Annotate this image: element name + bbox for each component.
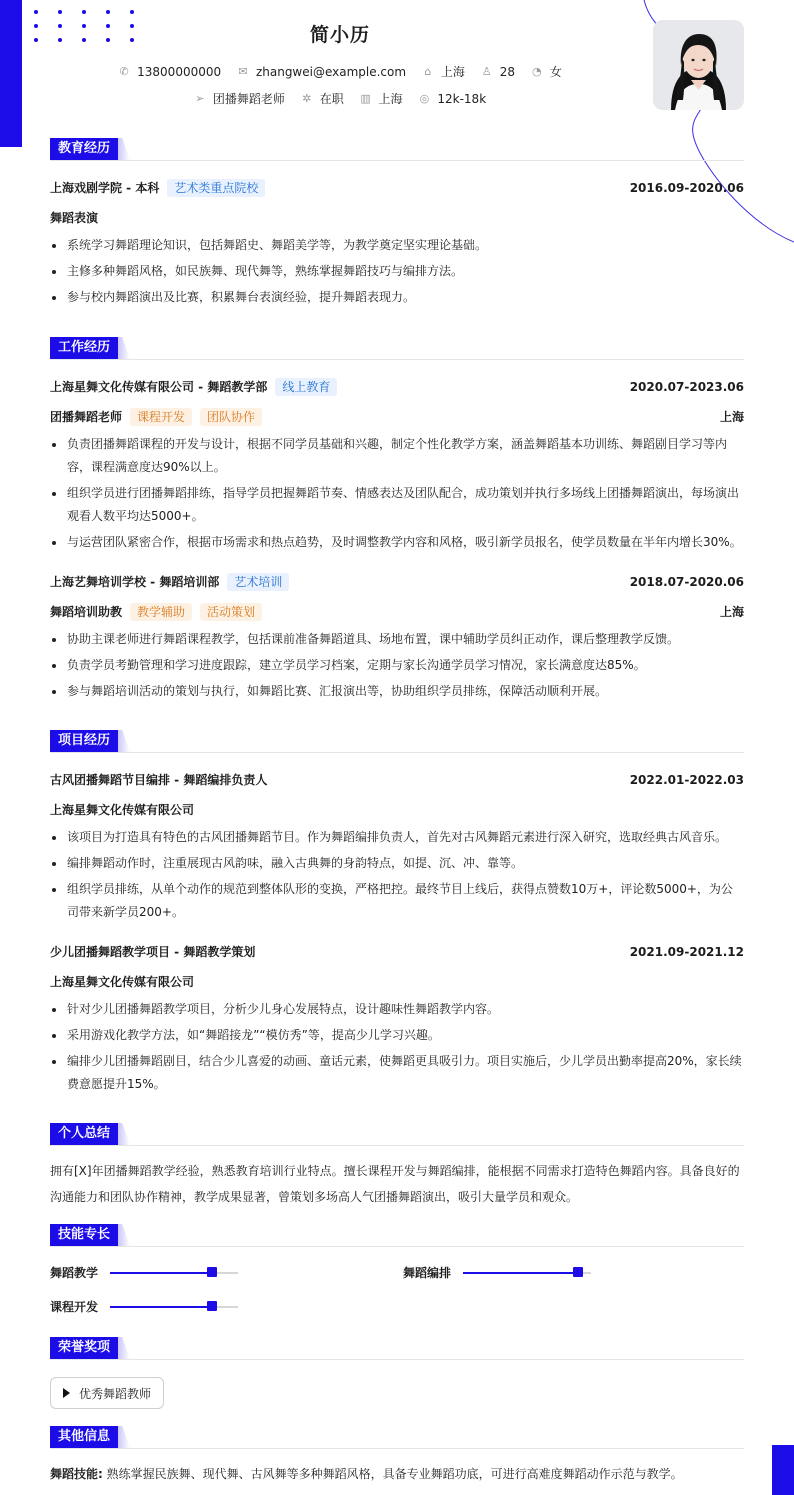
gender-text: 女 <box>549 65 562 79</box>
skill-level-bar <box>463 1272 591 1274</box>
major-name: 舞蹈表演 <box>50 211 99 225</box>
gender-info <box>531 63 562 80</box>
right-accent-bar <box>772 1445 794 1495</box>
company-tag: 线上教育 <box>275 378 337 396</box>
school-tag: 艺术类重点院校 <box>167 179 265 197</box>
other-section <box>50 1426 744 1487</box>
skill-item <box>403 1264 591 1281</box>
email-info <box>237 65 406 79</box>
salary-icon: ◎ <box>419 92 430 105</box>
job-bullets <box>50 433 744 554</box>
age-icon: ♙ <box>481 65 492 78</box>
list-item: 系统学习舞蹈理论知识，包括舞蹈史、舞蹈美学等，为教学奠定坚实理论基础。 <box>50 234 744 257</box>
work-section <box>50 337 744 703</box>
gender-icon: ◔ <box>532 65 542 78</box>
other-label: 舞蹈技能: <box>50 1467 103 1481</box>
send-icon: ➢ <box>195 92 205 105</box>
job-role-row <box>50 602 744 622</box>
phone-text: 13800000000 <box>137 64 222 79</box>
status-icon: ✲ <box>302 92 312 105</box>
position-text: 团播舞蹈老师 <box>212 92 285 106</box>
section-title-other: 其他信息 <box>50 1426 118 1448</box>
projects-section <box>50 730 744 1096</box>
role-tag: 活动策划 <box>200 603 262 621</box>
list-item: 针对少儿团播舞蹈教学项目，分析少儿身心发展特点，设计趣味性舞蹈教学内容。 <box>50 998 744 1021</box>
project-bullets <box>50 826 744 924</box>
job-header-row <box>50 377 744 397</box>
role-tag: 教学辅助 <box>130 603 192 621</box>
email-text: zhangwei@example.com <box>255 64 407 79</box>
list-item: 参与校内舞蹈演出及比赛，积累舞台表演经验，提升舞蹈表现力。 <box>50 286 744 309</box>
section-title-skills: 技能专长 <box>50 1224 118 1246</box>
skill-item <box>50 1264 238 1281</box>
age-info <box>481 65 515 79</box>
project-bullets <box>50 998 744 1096</box>
skills-section <box>50 1224 744 1324</box>
building-icon: ▥ <box>360 92 371 105</box>
award-label: 优秀舞蹈教师 <box>79 1386 152 1401</box>
summary-section <box>50 1123 744 1210</box>
contact-info-row <box>0 63 680 80</box>
education-header-row <box>50 178 744 198</box>
target-city-info <box>360 90 403 107</box>
role-tag: 课程开发 <box>130 408 192 426</box>
status-info <box>301 90 344 107</box>
age-text: 28 <box>499 64 516 79</box>
job-location: 上海 <box>719 410 744 424</box>
company-name: 上海艺舞培训学校 - 舞蹈培训部 <box>50 575 220 589</box>
job-role: 团播舞蹈老师 <box>50 410 123 424</box>
status-text: 在职 <box>319 92 344 106</box>
skill-item <box>50 1298 238 1315</box>
job-period: 2018.07-2020.06 <box>629 575 744 589</box>
list-item: 与运营团队紧密合作，根据市场需求和热点趋势，及时调整教学内容和风格，吸引新学员报名，使学员数量在半年内增长30%。 <box>50 531 744 554</box>
target-city-text: 上海 <box>378 92 403 106</box>
play-triangle-icon <box>63 1388 70 1398</box>
skill-name: 舞蹈教学 <box>50 1266 99 1280</box>
company-name: 上海星舞文化传媒有限公司 - 舞蹈教学部 <box>50 380 268 394</box>
job-period: 2020.07-2023.06 <box>629 380 744 394</box>
education-period: 2016.09-2020.06 <box>629 181 744 195</box>
section-title-summary: 个人总结 <box>50 1123 118 1145</box>
job-location: 上海 <box>719 605 744 619</box>
list-item: 负责学员考勤管理和学习进度跟踪，建立学员学习档案，定期与家长沟通学员学习情况，家长满意度达85%。 <box>50 654 744 677</box>
project-org: 上海星舞文化传媒有限公司 <box>50 803 195 817</box>
skill-level-bar <box>110 1272 238 1274</box>
mail-icon: ✉ <box>238 65 248 78</box>
award-item <box>50 1377 164 1409</box>
list-item: 采用游戏化教学方法，如“舞蹈接龙”“模仿秀”等，提高少儿学习兴趣。 <box>50 1024 744 1047</box>
project-name: 少儿团播舞蹈教学项目 - 舞蹈教学策划 <box>50 945 256 959</box>
skill-name: 课程开发 <box>50 1300 99 1314</box>
home-icon: ⌂ <box>424 65 432 78</box>
job-role-row <box>50 407 744 427</box>
list-item: 该项目为打造具有特色的古风团播舞蹈节目。作为舞蹈编排负责人，首先对古风舞蹈元素进行深入研究，选取经典古风音乐。 <box>50 826 744 849</box>
project-header-row <box>50 942 744 962</box>
job-intent-row <box>0 90 680 107</box>
other-info-line <box>50 1461 744 1487</box>
list-item: 负责团播舞蹈课程的开发与设计，根据不同学员基础和兴趣，制定个性化教学方案，涵盖舞蹈基本功训练、舞蹈剧目学习等内容，课程满意度达90%以上。 <box>50 433 744 479</box>
role-tag: 团队协作 <box>200 408 262 426</box>
list-item: 组织学员进行团播舞蹈排练，指导学员把握舞蹈节奏、情感表达及团队配合，成功策划并执行多场线上团播舞蹈演出，每场演出观看人数平均达5000+。 <box>50 482 744 528</box>
list-item: 组织学员排练，从单个动作的规范到整体队形的变换，严格把控。最终节目上线后，获得点赞数10万+，评论数5000+，为公司带来新学员200+。 <box>50 878 744 924</box>
list-item: 主修多种舞蹈风格，如民族舞、现代舞等，熟练掌握舞蹈技巧与编排方法。 <box>50 260 744 283</box>
job-bullets <box>50 628 744 703</box>
summary-text: 拥有[X]年团播舞蹈教学经验，熟悉教育培训行业特点。擅长课程开发与舞蹈编排，能根据不同需求打造特色舞蹈内容。具备良好的沟通能力和团队协作精神，教学成果显著，曾策划多场高人气团播舞蹈演出，吸引大量学员和观众。 <box>50 1164 740 1204</box>
job-role: 舞蹈培训助教 <box>50 605 123 619</box>
school-name: 上海戏剧学院 - 本科 <box>50 181 160 195</box>
company-tag: 艺术培训 <box>227 573 289 591</box>
salary-info <box>418 92 486 106</box>
city-text: 上海 <box>440 65 465 79</box>
education-bullets <box>50 234 744 309</box>
profile-photo <box>653 20 744 110</box>
section-title-work: 工作经历 <box>50 337 118 359</box>
phone-icon: ✆ <box>119 65 129 78</box>
project-header-row <box>50 770 744 790</box>
project-org: 上海星舞文化传媒有限公司 <box>50 975 195 989</box>
list-item: 参与舞蹈培训活动的策划与执行，如舞蹈比赛、汇报演出等，协助组织学员排练，保障活动顺利开展。 <box>50 680 744 703</box>
project-period: 2022.01-2022.03 <box>629 773 744 787</box>
skill-name: 舞蹈编排 <box>403 1266 452 1280</box>
project-name: 古风团播舞蹈节目编排 - 舞蹈编排负责人 <box>50 773 268 787</box>
list-item: 编排少儿团播舞蹈剧目，结合少儿喜爱的动画、童话元素，使舞蹈更具吸引力。项目实施后，少儿学员出勤率提高20%，家长续费意愿提升15%。 <box>50 1050 744 1096</box>
candidate-name: 简小历 <box>309 24 370 46</box>
section-title-awards: 荣誉奖项 <box>50 1337 118 1359</box>
salary-text: 12k-18k <box>437 91 487 106</box>
phone-info <box>118 65 221 79</box>
section-title-education: 教育经历 <box>50 138 118 160</box>
project-period: 2021.09-2021.12 <box>629 945 744 959</box>
position-info <box>194 90 285 107</box>
skill-level-bar <box>110 1306 238 1308</box>
education-section <box>50 138 744 309</box>
city-info <box>422 63 465 80</box>
list-item: 协助主课老师进行舞蹈课程教学，包括课前准备舞蹈道具、场地布置，课中辅助学员纠正动作，课后整理教学反馈。 <box>50 628 744 651</box>
list-item: 编排舞蹈动作时，注重展现古风韵味，融入古典舞的身韵特点，如提、沉、冲、靠等。 <box>50 852 744 875</box>
other-text: 熟练掌握民族舞、现代舞、古风舞等多种舞蹈风格，具备专业舞蹈功底，可进行高难度舞蹈动作示范与教学。 <box>106 1467 683 1481</box>
awards-section <box>50 1337 744 1409</box>
section-title-projects: 项目经历 <box>50 730 118 752</box>
job-header-row <box>50 572 744 592</box>
